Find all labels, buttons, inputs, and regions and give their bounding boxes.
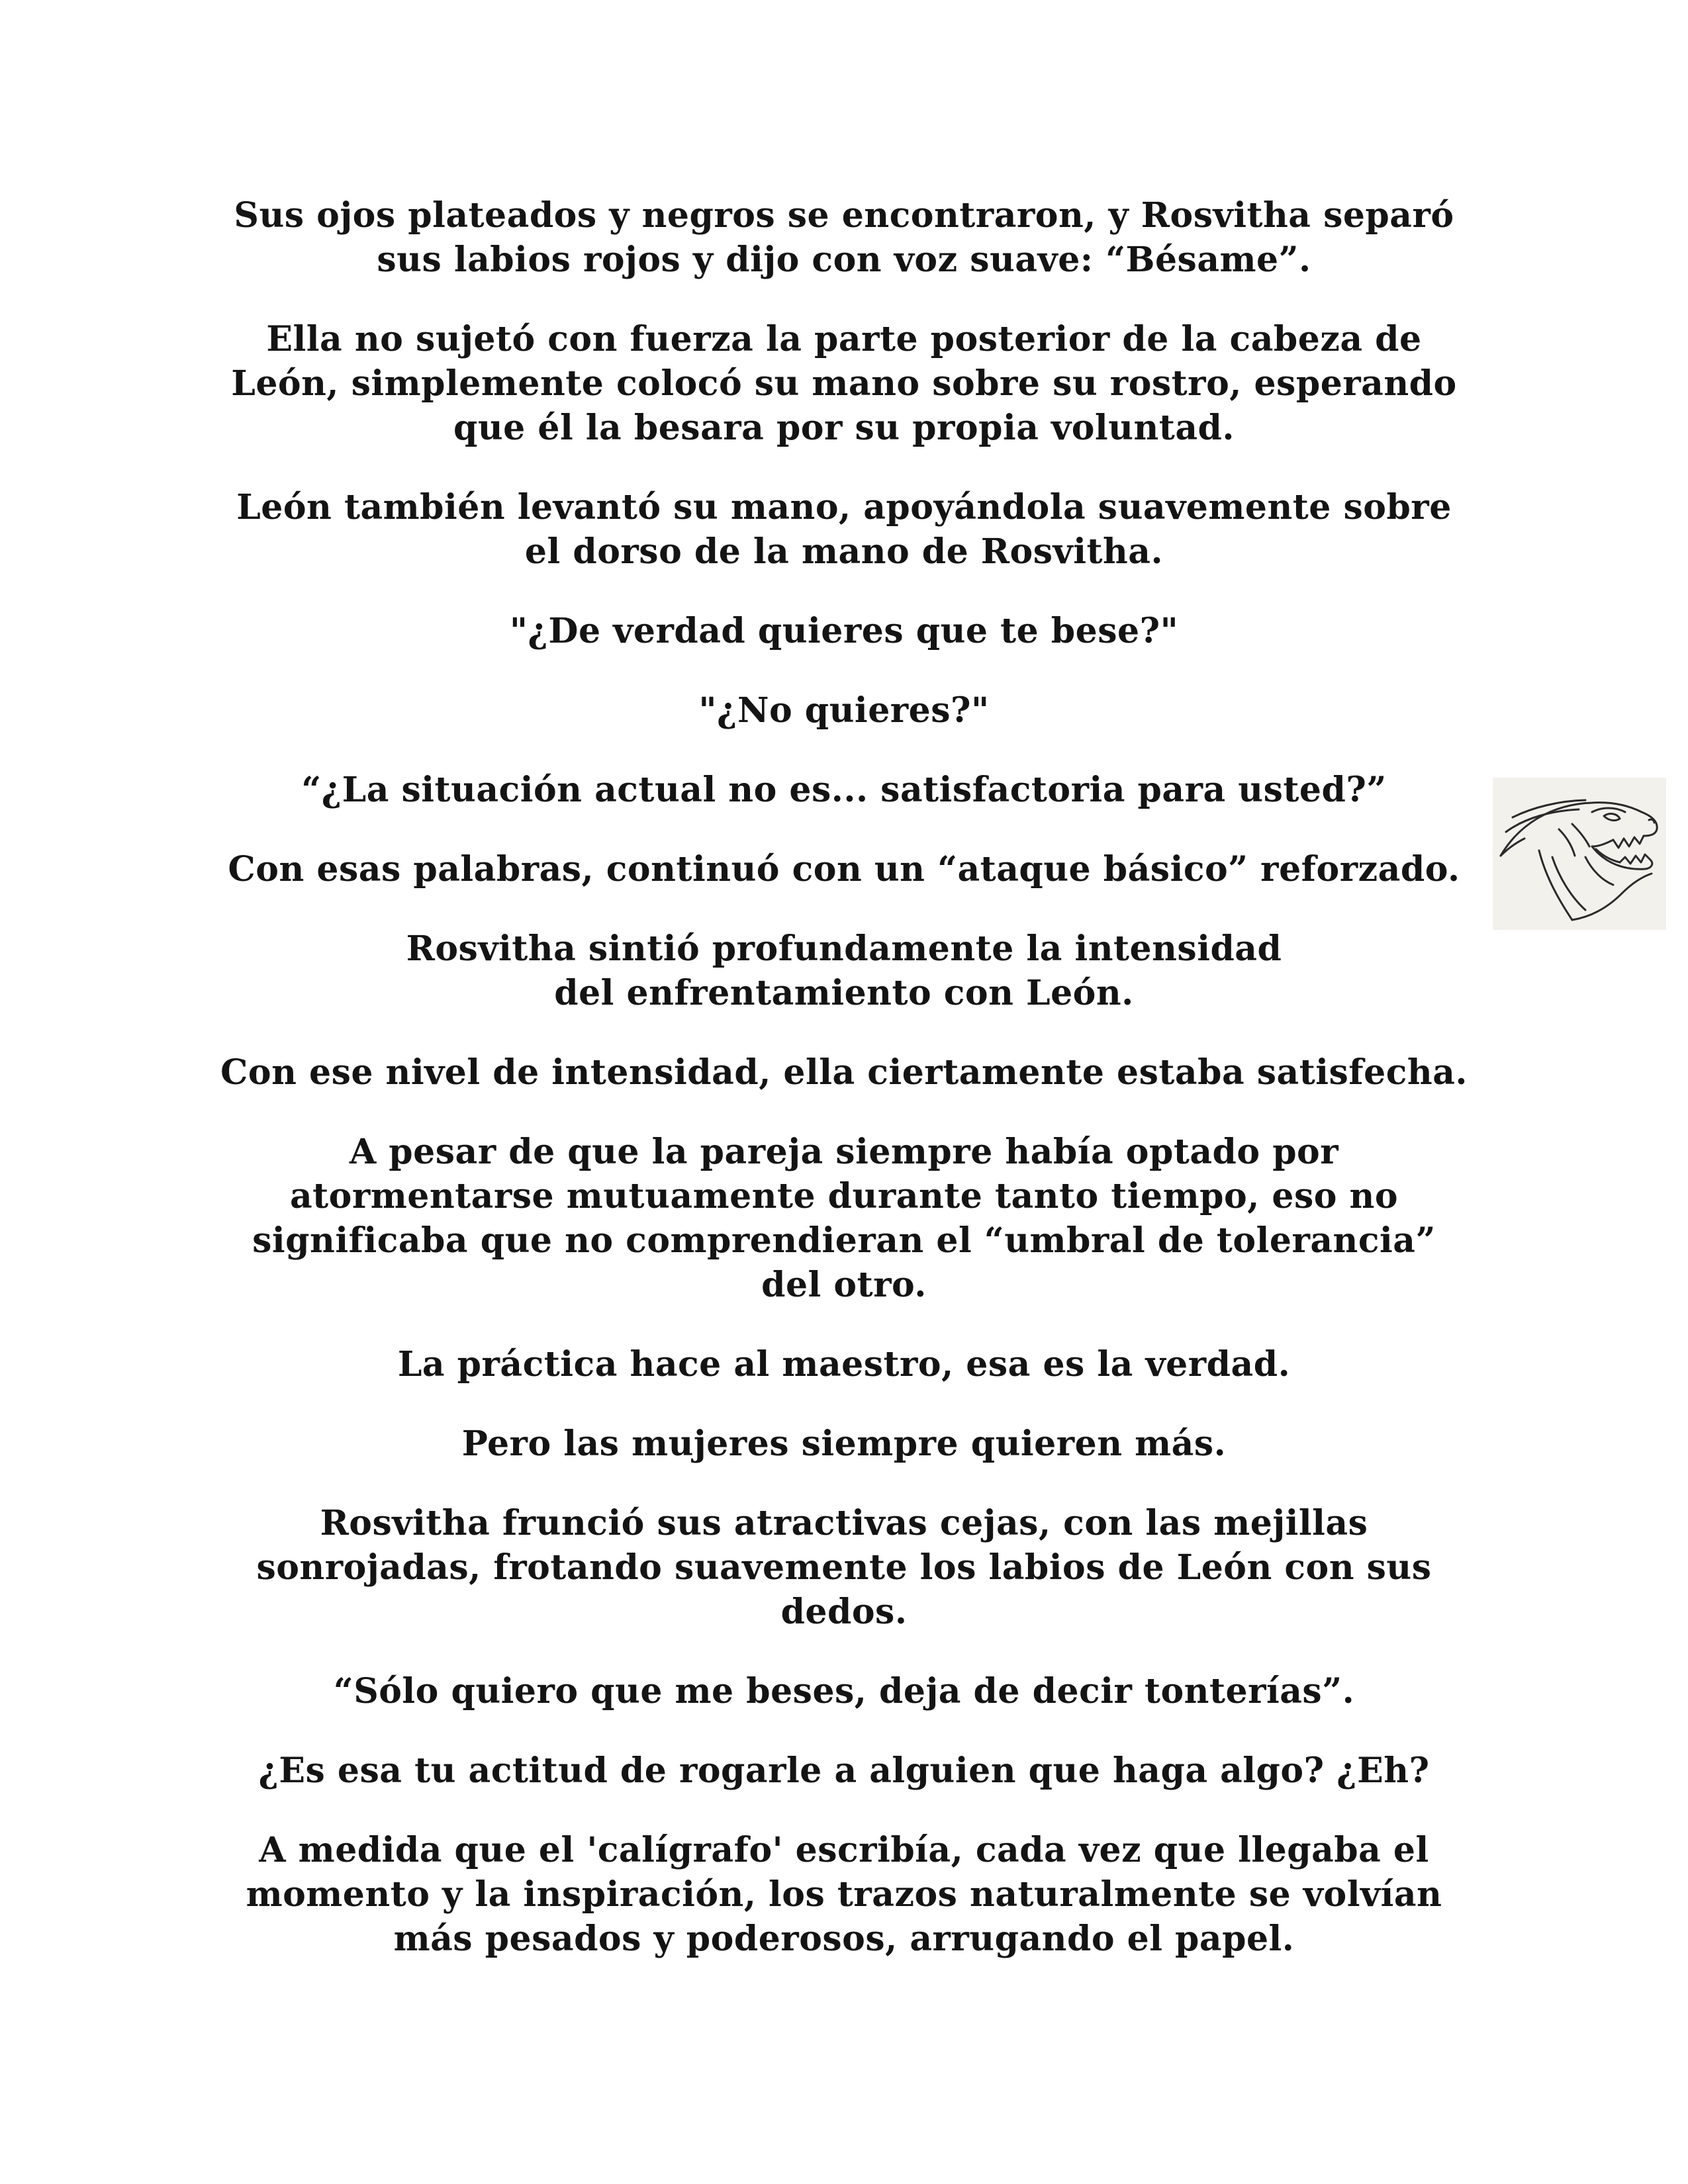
paragraph-12: Pero las mujeres siempre quieren más.	[461, 1424, 1227, 1464]
paragraph-8: Rosvitha sintió profundamente la intensidad del enfrentamiento con León.	[406, 929, 1282, 1013]
paragraph-15: ¿Es esa tu actitud de rogarle a alguien que haga algo? ¿Eh?	[258, 1751, 1430, 1791]
paragraph-7: Con esas palabras, continuó con un “ataque básico” reforzado.	[228, 849, 1460, 889]
dinosaur-head-sketch-icon	[1493, 778, 1666, 930]
body-text	[218, 193, 1470, 1996]
paragraph-11: La práctica hace al maestro, esa es la verdad.	[397, 1344, 1291, 1385]
paragraph-14: “Sólo quiero que me beses, deja de decir tonterías”.	[333, 1671, 1355, 1711]
paragraph-13: Rosvitha frunció sus atractivas cejas, con las mejillas sonrojadas, frotando suavemente los labios de León con sus dedos.	[256, 1503, 1432, 1632]
paragraph-9: Con ese nivel de intensidad, ella ciertamente estaba satisfecha.	[220, 1052, 1468, 1093]
paragraph-10: A pesar de que la pareja siempre había optado por atormentarse mutuamente durante tanto tiempo, eso no significaba que no comprendieran el “umbral de tolerancia” del otro.	[252, 1132, 1436, 1305]
paragraph-5: "¿No quieres?"	[698, 690, 990, 731]
paragraph-4: "¿De verdad quieres que te bese?"	[509, 611, 1179, 651]
paragraph-6: “¿La situación actual no es... satisfactoria para usted?”	[301, 770, 1387, 810]
paragraph-2: Ella no sujetó con fuerza la parte posterior de la cabeza de León, simplemente colocó su mano sobre su rostro, esperando que él la besara por su propia voluntad.	[231, 319, 1457, 448]
dinosaur-head-svg	[1493, 778, 1666, 930]
paragraph-16: A medida que el 'calígrafo' escribía, cada vez que llegaba el momento y la inspiración, los trazos naturalmente se volvían más pesados y poderosos, arrugando el papel.	[246, 1830, 1442, 1959]
paragraph-1: Sus ojos plateados y negros se encontraron, y Rosvitha separó sus labios rojos y dijo con voz suave: “Bésame”.	[234, 195, 1454, 280]
paragraph-3: León también levantó su mano, apoyándola suavemente sobre el dorso de la mano de Rosvitha.	[236, 487, 1452, 572]
